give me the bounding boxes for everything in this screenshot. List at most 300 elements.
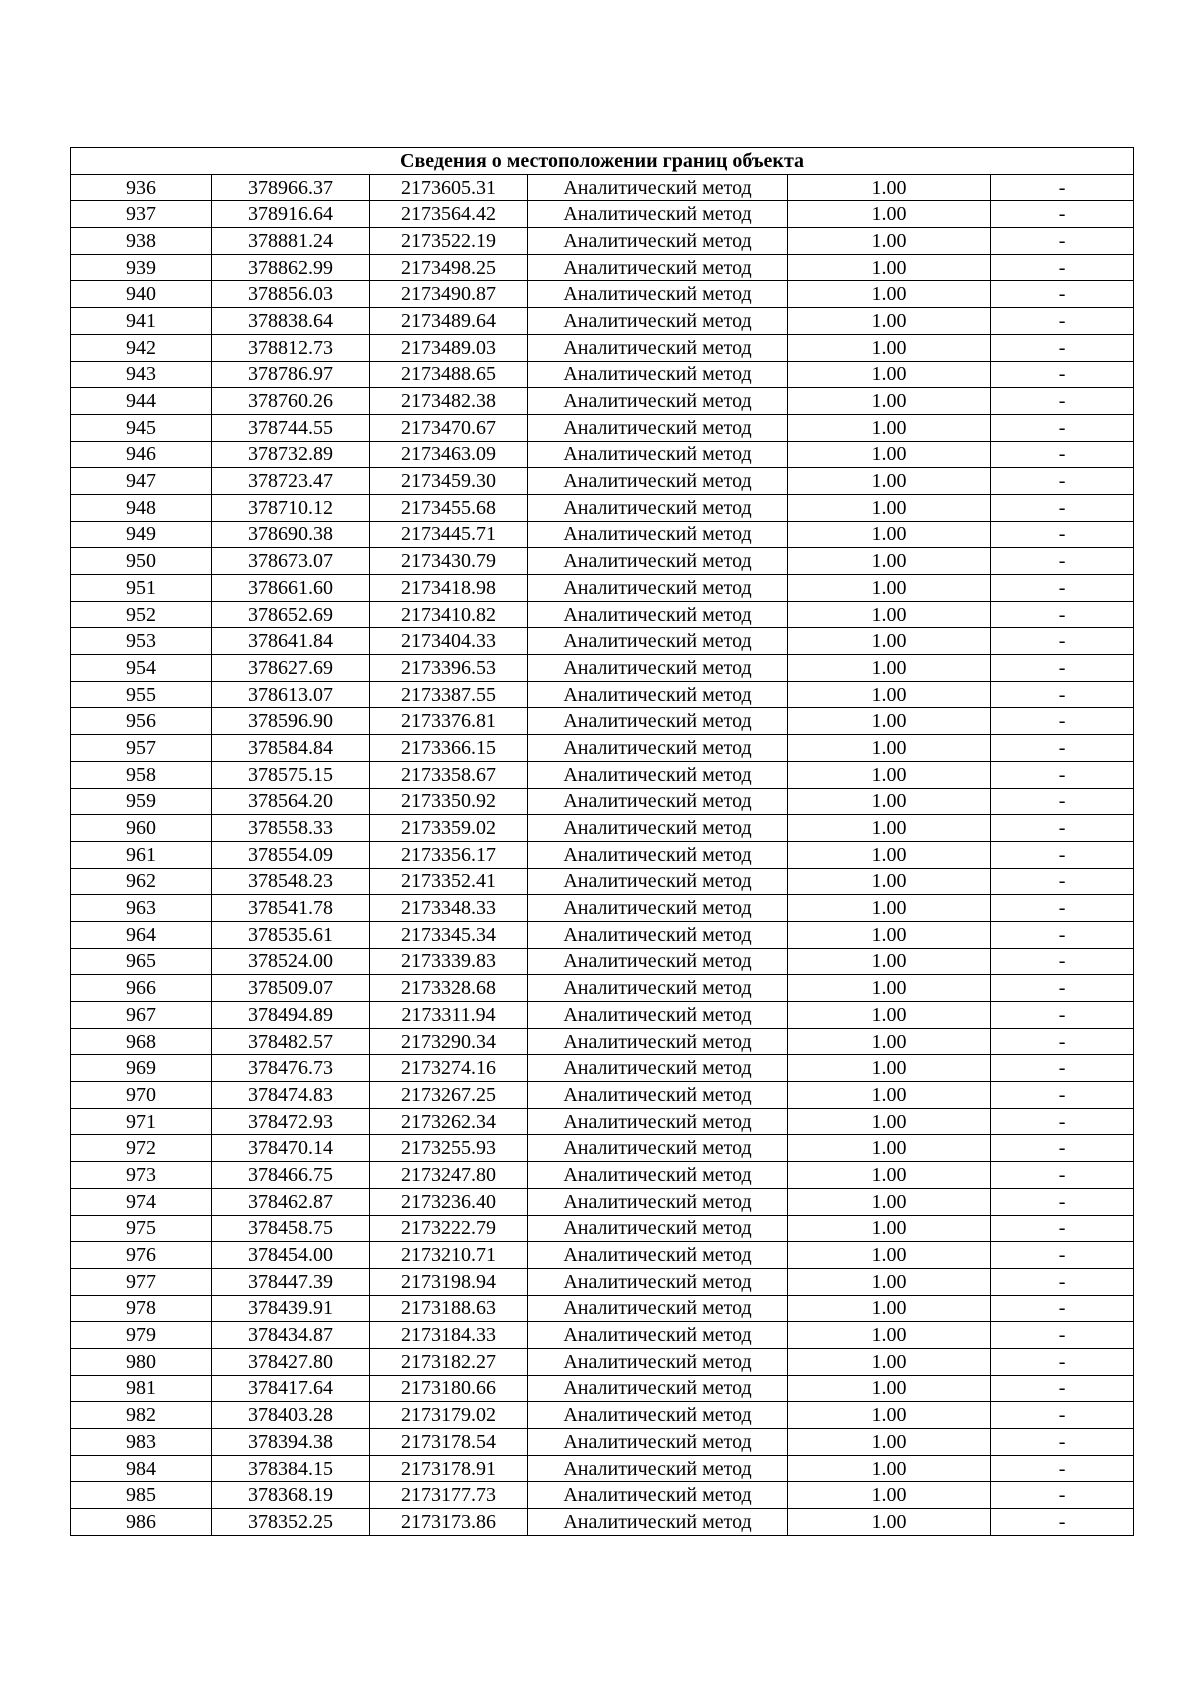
accuracy-cell: 1.00 bbox=[788, 1162, 991, 1189]
description-cell: - bbox=[991, 468, 1134, 495]
accuracy-cell: 1.00 bbox=[788, 254, 991, 281]
description-cell: - bbox=[991, 1429, 1134, 1456]
x-coordinate-cell: 378535.61 bbox=[212, 921, 370, 948]
point-number-cell: 939 bbox=[71, 254, 212, 281]
table-row bbox=[71, 681, 1134, 708]
description-cell: - bbox=[991, 1135, 1134, 1162]
description-cell: - bbox=[991, 601, 1134, 628]
accuracy-cell: 1.00 bbox=[788, 735, 991, 762]
accuracy-cell: 1.00 bbox=[788, 841, 991, 868]
point-number-cell: 952 bbox=[71, 601, 212, 628]
accuracy-cell: 1.00 bbox=[788, 1268, 991, 1295]
point-number-cell: 971 bbox=[71, 1108, 212, 1135]
x-coordinate-cell: 378862.99 bbox=[212, 254, 370, 281]
method-cell: Аналитический метод bbox=[528, 334, 788, 361]
x-coordinate-cell: 378812.73 bbox=[212, 334, 370, 361]
description-cell: - bbox=[991, 334, 1134, 361]
table-title-row bbox=[71, 148, 1134, 175]
method-cell: Аналитический метод bbox=[528, 601, 788, 628]
accuracy-cell: 1.00 bbox=[788, 1055, 991, 1082]
accuracy-cell: 1.00 bbox=[788, 1295, 991, 1322]
accuracy-cell: 1.00 bbox=[788, 494, 991, 521]
y-coordinate-cell: 2173396.53 bbox=[370, 655, 528, 682]
description-cell: - bbox=[991, 1375, 1134, 1402]
description-cell: - bbox=[991, 281, 1134, 308]
x-coordinate-cell: 378384.15 bbox=[212, 1455, 370, 1482]
table-row bbox=[71, 655, 1134, 682]
x-coordinate-cell: 378690.38 bbox=[212, 521, 370, 548]
description-cell: - bbox=[991, 1002, 1134, 1029]
table-row bbox=[71, 1322, 1134, 1349]
accuracy-cell: 1.00 bbox=[788, 1108, 991, 1135]
table-row bbox=[71, 895, 1134, 922]
description-cell: - bbox=[991, 521, 1134, 548]
point-number-cell: 967 bbox=[71, 1002, 212, 1029]
description-cell: - bbox=[991, 254, 1134, 281]
accuracy-cell: 1.00 bbox=[788, 948, 991, 975]
table-row bbox=[71, 254, 1134, 281]
x-coordinate-cell: 378509.07 bbox=[212, 975, 370, 1002]
y-coordinate-cell: 2173179.02 bbox=[370, 1402, 528, 1429]
table-row bbox=[71, 601, 1134, 628]
method-cell: Аналитический метод bbox=[528, 975, 788, 1002]
table-row bbox=[71, 868, 1134, 895]
method-cell: Аналитический метод bbox=[528, 1162, 788, 1189]
accuracy-cell: 1.00 bbox=[788, 334, 991, 361]
x-coordinate-cell: 378881.24 bbox=[212, 228, 370, 255]
x-coordinate-cell: 378541.78 bbox=[212, 895, 370, 922]
x-coordinate-cell: 378427.80 bbox=[212, 1348, 370, 1375]
point-number-cell: 964 bbox=[71, 921, 212, 948]
point-number-cell: 950 bbox=[71, 548, 212, 575]
point-number-cell: 941 bbox=[71, 308, 212, 335]
x-coordinate-cell: 378584.84 bbox=[212, 735, 370, 762]
description-cell: - bbox=[991, 388, 1134, 415]
point-number-cell: 986 bbox=[71, 1509, 212, 1536]
point-number-cell: 977 bbox=[71, 1268, 212, 1295]
table-row bbox=[71, 1348, 1134, 1375]
table-row bbox=[71, 494, 1134, 521]
y-coordinate-cell: 2173236.40 bbox=[370, 1188, 528, 1215]
table-row bbox=[71, 1402, 1134, 1429]
y-coordinate-cell: 2173359.02 bbox=[370, 815, 528, 842]
point-number-cell: 956 bbox=[71, 708, 212, 735]
point-number-cell: 985 bbox=[71, 1482, 212, 1509]
method-cell: Аналитический метод bbox=[528, 201, 788, 228]
point-number-cell: 960 bbox=[71, 815, 212, 842]
accuracy-cell: 1.00 bbox=[788, 575, 991, 602]
accuracy-cell: 1.00 bbox=[788, 895, 991, 922]
accuracy-cell: 1.00 bbox=[788, 1135, 991, 1162]
table-row bbox=[71, 308, 1134, 335]
y-coordinate-cell: 2173274.16 bbox=[370, 1055, 528, 1082]
accuracy-cell: 1.00 bbox=[788, 1375, 991, 1402]
description-cell: - bbox=[991, 708, 1134, 735]
description-cell: - bbox=[991, 494, 1134, 521]
accuracy-cell: 1.00 bbox=[788, 1348, 991, 1375]
accuracy-cell: 1.00 bbox=[788, 1509, 991, 1536]
point-number-cell: 969 bbox=[71, 1055, 212, 1082]
point-number-cell: 938 bbox=[71, 228, 212, 255]
description-cell: - bbox=[991, 1188, 1134, 1215]
accuracy-cell: 1.00 bbox=[788, 975, 991, 1002]
y-coordinate-cell: 2173352.41 bbox=[370, 868, 528, 895]
table-row bbox=[71, 921, 1134, 948]
method-cell: Аналитический метод bbox=[528, 1268, 788, 1295]
point-number-cell: 972 bbox=[71, 1135, 212, 1162]
x-coordinate-cell: 378652.69 bbox=[212, 601, 370, 628]
x-coordinate-cell: 378558.33 bbox=[212, 815, 370, 842]
accuracy-cell: 1.00 bbox=[788, 228, 991, 255]
table-row bbox=[71, 1242, 1134, 1269]
description-cell: - bbox=[991, 921, 1134, 948]
description-cell: - bbox=[991, 414, 1134, 441]
method-cell: Аналитический метод bbox=[528, 1482, 788, 1509]
method-cell: Аналитический метод bbox=[528, 361, 788, 388]
accuracy-cell: 1.00 bbox=[788, 1002, 991, 1029]
point-number-cell: 948 bbox=[71, 494, 212, 521]
accuracy-cell: 1.00 bbox=[788, 1322, 991, 1349]
x-coordinate-cell: 378482.57 bbox=[212, 1028, 370, 1055]
table-row bbox=[71, 1028, 1134, 1055]
y-coordinate-cell: 2173339.83 bbox=[370, 948, 528, 975]
method-cell: Аналитический метод bbox=[528, 441, 788, 468]
x-coordinate-cell: 378916.64 bbox=[212, 201, 370, 228]
y-coordinate-cell: 2173445.71 bbox=[370, 521, 528, 548]
table-row bbox=[71, 334, 1134, 361]
method-cell: Аналитический метод bbox=[528, 1402, 788, 1429]
y-coordinate-cell: 2173182.27 bbox=[370, 1348, 528, 1375]
point-number-cell: 936 bbox=[71, 174, 212, 201]
x-coordinate-cell: 378368.19 bbox=[212, 1482, 370, 1509]
method-cell: Аналитический метод bbox=[528, 1002, 788, 1029]
y-coordinate-cell: 2173410.82 bbox=[370, 601, 528, 628]
y-coordinate-cell: 2173184.33 bbox=[370, 1322, 528, 1349]
table-row bbox=[71, 548, 1134, 575]
description-cell: - bbox=[991, 815, 1134, 842]
table-row bbox=[71, 1375, 1134, 1402]
table-row bbox=[71, 575, 1134, 602]
x-coordinate-cell: 378564.20 bbox=[212, 788, 370, 815]
description-cell: - bbox=[991, 201, 1134, 228]
method-cell: Аналитический метод bbox=[528, 1429, 788, 1456]
accuracy-cell: 1.00 bbox=[788, 921, 991, 948]
x-coordinate-cell: 378466.75 bbox=[212, 1162, 370, 1189]
description-cell: - bbox=[991, 681, 1134, 708]
point-number-cell: 981 bbox=[71, 1375, 212, 1402]
table-row bbox=[71, 1162, 1134, 1189]
y-coordinate-cell: 2173173.86 bbox=[370, 1509, 528, 1536]
x-coordinate-cell: 378627.69 bbox=[212, 655, 370, 682]
description-cell: - bbox=[991, 1162, 1134, 1189]
accuracy-cell: 1.00 bbox=[788, 361, 991, 388]
table-row bbox=[71, 948, 1134, 975]
description-cell: - bbox=[991, 174, 1134, 201]
accuracy-cell: 1.00 bbox=[788, 1242, 991, 1269]
y-coordinate-cell: 2173489.03 bbox=[370, 334, 528, 361]
method-cell: Аналитический метод bbox=[528, 1082, 788, 1109]
table-row bbox=[71, 628, 1134, 655]
method-cell: Аналитический метод bbox=[528, 655, 788, 682]
description-cell: - bbox=[991, 1028, 1134, 1055]
x-coordinate-cell: 378403.28 bbox=[212, 1402, 370, 1429]
boundary-table bbox=[70, 147, 1134, 1536]
point-number-cell: 979 bbox=[71, 1322, 212, 1349]
x-coordinate-cell: 378760.26 bbox=[212, 388, 370, 415]
method-cell: Аналитический метод bbox=[528, 1188, 788, 1215]
y-coordinate-cell: 2173350.92 bbox=[370, 788, 528, 815]
x-coordinate-cell: 378462.87 bbox=[212, 1188, 370, 1215]
point-number-cell: 982 bbox=[71, 1402, 212, 1429]
accuracy-cell: 1.00 bbox=[788, 388, 991, 415]
table-row bbox=[71, 1455, 1134, 1482]
method-cell: Аналитический метод bbox=[528, 681, 788, 708]
description-cell: - bbox=[991, 1482, 1134, 1509]
point-number-cell: 978 bbox=[71, 1295, 212, 1322]
table-row bbox=[71, 174, 1134, 201]
description-cell: - bbox=[991, 975, 1134, 1002]
x-coordinate-cell: 378856.03 bbox=[212, 281, 370, 308]
description-cell: - bbox=[991, 1348, 1134, 1375]
description-cell: - bbox=[991, 1108, 1134, 1135]
point-number-cell: 942 bbox=[71, 334, 212, 361]
y-coordinate-cell: 2173262.34 bbox=[370, 1108, 528, 1135]
table-title: Сведения о местоположении границ объекта bbox=[71, 148, 1134, 175]
accuracy-cell: 1.00 bbox=[788, 414, 991, 441]
method-cell: Аналитический метод bbox=[528, 174, 788, 201]
description-cell: - bbox=[991, 788, 1134, 815]
point-number-cell: 970 bbox=[71, 1082, 212, 1109]
point-number-cell: 951 bbox=[71, 575, 212, 602]
accuracy-cell: 1.00 bbox=[788, 308, 991, 335]
table-row bbox=[71, 441, 1134, 468]
point-number-cell: 974 bbox=[71, 1188, 212, 1215]
accuracy-cell: 1.00 bbox=[788, 788, 991, 815]
point-number-cell: 962 bbox=[71, 868, 212, 895]
y-coordinate-cell: 2173290.34 bbox=[370, 1028, 528, 1055]
x-coordinate-cell: 378710.12 bbox=[212, 494, 370, 521]
x-coordinate-cell: 378434.87 bbox=[212, 1322, 370, 1349]
y-coordinate-cell: 2173522.19 bbox=[370, 228, 528, 255]
y-coordinate-cell: 2173489.64 bbox=[370, 308, 528, 335]
y-coordinate-cell: 2173463.09 bbox=[370, 441, 528, 468]
method-cell: Аналитический метод bbox=[528, 1322, 788, 1349]
accuracy-cell: 1.00 bbox=[788, 441, 991, 468]
x-coordinate-cell: 378641.84 bbox=[212, 628, 370, 655]
description-cell: - bbox=[991, 1509, 1134, 1536]
accuracy-cell: 1.00 bbox=[788, 1455, 991, 1482]
x-coordinate-cell: 378476.73 bbox=[212, 1055, 370, 1082]
method-cell: Аналитический метод bbox=[528, 414, 788, 441]
point-number-cell: 954 bbox=[71, 655, 212, 682]
method-cell: Аналитический метод bbox=[528, 1108, 788, 1135]
description-cell: - bbox=[991, 308, 1134, 335]
point-number-cell: 973 bbox=[71, 1162, 212, 1189]
point-number-cell: 975 bbox=[71, 1215, 212, 1242]
method-cell: Аналитический метод bbox=[528, 548, 788, 575]
method-cell: Аналитический метод bbox=[528, 1509, 788, 1536]
point-number-cell: 959 bbox=[71, 788, 212, 815]
method-cell: Аналитический метод bbox=[528, 388, 788, 415]
accuracy-cell: 1.00 bbox=[788, 708, 991, 735]
method-cell: Аналитический метод bbox=[528, 1242, 788, 1269]
method-cell: Аналитический метод bbox=[528, 868, 788, 895]
method-cell: Аналитический метод bbox=[528, 1135, 788, 1162]
method-cell: Аналитический метод bbox=[528, 1295, 788, 1322]
description-cell: - bbox=[991, 841, 1134, 868]
x-coordinate-cell: 378723.47 bbox=[212, 468, 370, 495]
table-row bbox=[71, 1135, 1134, 1162]
description-cell: - bbox=[991, 575, 1134, 602]
accuracy-cell: 1.00 bbox=[788, 281, 991, 308]
table-row bbox=[71, 788, 1134, 815]
point-number-cell: 963 bbox=[71, 895, 212, 922]
accuracy-cell: 1.00 bbox=[788, 601, 991, 628]
x-coordinate-cell: 378786.97 bbox=[212, 361, 370, 388]
method-cell: Аналитический метод bbox=[528, 281, 788, 308]
accuracy-cell: 1.00 bbox=[788, 815, 991, 842]
method-cell: Аналитический метод bbox=[528, 254, 788, 281]
method-cell: Аналитический метод bbox=[528, 788, 788, 815]
table-row bbox=[71, 361, 1134, 388]
point-number-cell: 958 bbox=[71, 761, 212, 788]
description-cell: - bbox=[991, 761, 1134, 788]
accuracy-cell: 1.00 bbox=[788, 1215, 991, 1242]
point-number-cell: 945 bbox=[71, 414, 212, 441]
table-body bbox=[71, 174, 1134, 1535]
y-coordinate-cell: 2173376.81 bbox=[370, 708, 528, 735]
x-coordinate-cell: 378838.64 bbox=[212, 308, 370, 335]
table-row bbox=[71, 228, 1134, 255]
method-cell: Аналитический метод bbox=[528, 494, 788, 521]
method-cell: Аналитический метод bbox=[528, 708, 788, 735]
x-coordinate-cell: 378447.39 bbox=[212, 1268, 370, 1295]
point-number-cell: 966 bbox=[71, 975, 212, 1002]
accuracy-cell: 1.00 bbox=[788, 1429, 991, 1456]
x-coordinate-cell: 378744.55 bbox=[212, 414, 370, 441]
method-cell: Аналитический метод bbox=[528, 841, 788, 868]
method-cell: Аналитический метод bbox=[528, 308, 788, 335]
point-number-cell: 949 bbox=[71, 521, 212, 548]
method-cell: Аналитический метод bbox=[528, 895, 788, 922]
table-row bbox=[71, 735, 1134, 762]
x-coordinate-cell: 378352.25 bbox=[212, 1509, 370, 1536]
y-coordinate-cell: 2173564.42 bbox=[370, 201, 528, 228]
y-coordinate-cell: 2173345.34 bbox=[370, 921, 528, 948]
y-coordinate-cell: 2173605.31 bbox=[370, 174, 528, 201]
x-coordinate-cell: 378472.93 bbox=[212, 1108, 370, 1135]
description-cell: - bbox=[991, 548, 1134, 575]
description-cell: - bbox=[991, 868, 1134, 895]
point-number-cell: 947 bbox=[71, 468, 212, 495]
y-coordinate-cell: 2173188.63 bbox=[370, 1295, 528, 1322]
table-row bbox=[71, 414, 1134, 441]
x-coordinate-cell: 378458.75 bbox=[212, 1215, 370, 1242]
accuracy-cell: 1.00 bbox=[788, 521, 991, 548]
accuracy-cell: 1.00 bbox=[788, 468, 991, 495]
y-coordinate-cell: 2173455.68 bbox=[370, 494, 528, 521]
y-coordinate-cell: 2173404.33 bbox=[370, 628, 528, 655]
point-number-cell: 944 bbox=[71, 388, 212, 415]
table-row bbox=[71, 1268, 1134, 1295]
point-number-cell: 937 bbox=[71, 201, 212, 228]
x-coordinate-cell: 378966.37 bbox=[212, 174, 370, 201]
x-coordinate-cell: 378575.15 bbox=[212, 761, 370, 788]
table-row bbox=[71, 281, 1134, 308]
y-coordinate-cell: 2173459.30 bbox=[370, 468, 528, 495]
method-cell: Аналитический метод bbox=[528, 735, 788, 762]
point-number-cell: 955 bbox=[71, 681, 212, 708]
method-cell: Аналитический метод bbox=[528, 228, 788, 255]
y-coordinate-cell: 2173490.87 bbox=[370, 281, 528, 308]
x-coordinate-cell: 378596.90 bbox=[212, 708, 370, 735]
point-number-cell: 976 bbox=[71, 1242, 212, 1269]
method-cell: Аналитический метод bbox=[528, 468, 788, 495]
y-coordinate-cell: 2173418.98 bbox=[370, 575, 528, 602]
method-cell: Аналитический метод bbox=[528, 921, 788, 948]
x-coordinate-cell: 378554.09 bbox=[212, 841, 370, 868]
y-coordinate-cell: 2173470.67 bbox=[370, 414, 528, 441]
point-number-cell: 984 bbox=[71, 1455, 212, 1482]
x-coordinate-cell: 378439.91 bbox=[212, 1295, 370, 1322]
x-coordinate-cell: 378524.00 bbox=[212, 948, 370, 975]
accuracy-cell: 1.00 bbox=[788, 1188, 991, 1215]
method-cell: Аналитический метод bbox=[528, 948, 788, 975]
description-cell: - bbox=[991, 1268, 1134, 1295]
table-row bbox=[71, 1295, 1134, 1322]
y-coordinate-cell: 2173348.33 bbox=[370, 895, 528, 922]
x-coordinate-cell: 378454.00 bbox=[212, 1242, 370, 1269]
y-coordinate-cell: 2173358.67 bbox=[370, 761, 528, 788]
y-coordinate-cell: 2173387.55 bbox=[370, 681, 528, 708]
method-cell: Аналитический метод bbox=[528, 761, 788, 788]
table-row bbox=[71, 975, 1134, 1002]
description-cell: - bbox=[991, 735, 1134, 762]
table-row bbox=[71, 1082, 1134, 1109]
y-coordinate-cell: 2173198.94 bbox=[370, 1268, 528, 1295]
point-number-cell: 940 bbox=[71, 281, 212, 308]
y-coordinate-cell: 2173356.17 bbox=[370, 841, 528, 868]
point-number-cell: 983 bbox=[71, 1429, 212, 1456]
y-coordinate-cell: 2173488.65 bbox=[370, 361, 528, 388]
y-coordinate-cell: 2173311.94 bbox=[370, 1002, 528, 1029]
point-number-cell: 980 bbox=[71, 1348, 212, 1375]
description-cell: - bbox=[991, 228, 1134, 255]
y-coordinate-cell: 2173178.54 bbox=[370, 1429, 528, 1456]
point-number-cell: 968 bbox=[71, 1028, 212, 1055]
y-coordinate-cell: 2173366.15 bbox=[370, 735, 528, 762]
table-row bbox=[71, 1429, 1134, 1456]
method-cell: Аналитический метод bbox=[528, 1028, 788, 1055]
accuracy-cell: 1.00 bbox=[788, 1482, 991, 1509]
accuracy-cell: 1.00 bbox=[788, 761, 991, 788]
table-row bbox=[71, 1188, 1134, 1215]
x-coordinate-cell: 378661.60 bbox=[212, 575, 370, 602]
y-coordinate-cell: 2173210.71 bbox=[370, 1242, 528, 1269]
y-coordinate-cell: 2173178.91 bbox=[370, 1455, 528, 1482]
accuracy-cell: 1.00 bbox=[788, 868, 991, 895]
accuracy-cell: 1.00 bbox=[788, 1402, 991, 1429]
description-cell: - bbox=[991, 441, 1134, 468]
accuracy-cell: 1.00 bbox=[788, 174, 991, 201]
y-coordinate-cell: 2173267.25 bbox=[370, 1082, 528, 1109]
description-cell: - bbox=[991, 948, 1134, 975]
accuracy-cell: 1.00 bbox=[788, 1028, 991, 1055]
point-number-cell: 953 bbox=[71, 628, 212, 655]
method-cell: Аналитический метод bbox=[528, 521, 788, 548]
y-coordinate-cell: 2173255.93 bbox=[370, 1135, 528, 1162]
description-cell: - bbox=[991, 1215, 1134, 1242]
